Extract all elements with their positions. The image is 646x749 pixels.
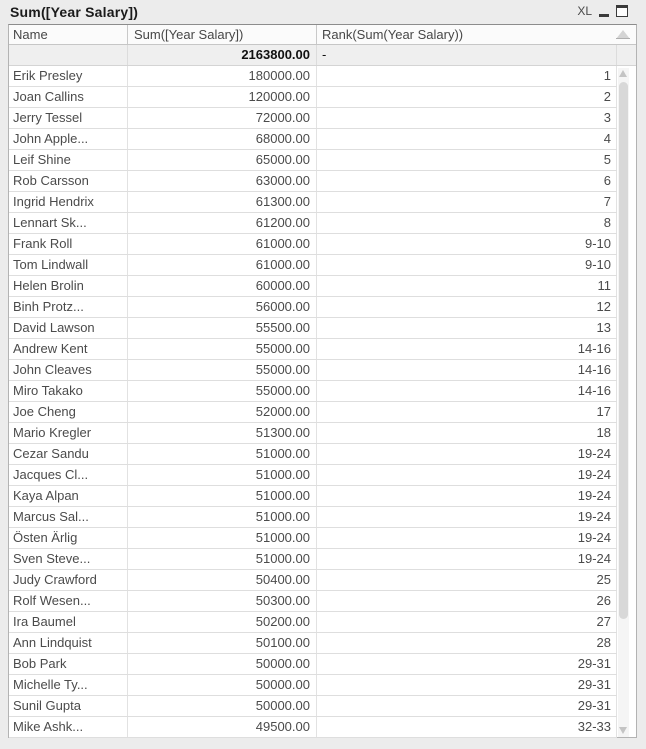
cell-sum[interactable]: 72000.00 bbox=[128, 108, 317, 128]
cell-name[interactable]: Ingrid Hendrix bbox=[9, 192, 128, 212]
cell-rank[interactable]: 14-16 bbox=[317, 339, 617, 359]
cell-name[interactable]: Helen Brolin bbox=[9, 276, 128, 296]
cell-sum[interactable]: 50400.00 bbox=[128, 570, 317, 590]
cell-rank[interactable]: 27 bbox=[317, 612, 617, 632]
table-row bbox=[9, 654, 617, 675]
cell-sum[interactable]: 51300.00 bbox=[128, 423, 317, 443]
table-header-row bbox=[9, 25, 636, 45]
scroll-down-icon[interactable] bbox=[619, 727, 627, 734]
cell-name[interactable]: Sunil Gupta bbox=[9, 696, 128, 716]
cell-rank[interactable]: 19-24 bbox=[317, 444, 617, 464]
cell-name[interactable]: Östen Ärlig bbox=[9, 528, 128, 548]
cell-sum[interactable]: 55000.00 bbox=[128, 381, 317, 401]
cell-rank[interactable]: 26 bbox=[317, 591, 617, 611]
cell-sum[interactable]: 180000.00 bbox=[128, 66, 317, 86]
caption-bar bbox=[0, 0, 646, 24]
cell-rank[interactable]: 28 bbox=[317, 633, 617, 653]
cell-sum[interactable]: 51000.00 bbox=[128, 444, 317, 464]
cell-rank[interactable]: 8 bbox=[317, 213, 617, 233]
cell-sum[interactable]: 61300.00 bbox=[128, 192, 317, 212]
table-row bbox=[9, 612, 617, 633]
cell-sum[interactable]: 56000.00 bbox=[128, 297, 317, 317]
sort-indicator-icon[interactable] bbox=[616, 30, 630, 39]
table-row bbox=[9, 234, 617, 255]
cell-rank[interactable]: 19-24 bbox=[317, 549, 617, 569]
scrollbar-thumb[interactable] bbox=[619, 82, 628, 619]
table-row bbox=[9, 171, 617, 192]
table-row bbox=[9, 528, 617, 549]
cell-sum[interactable]: 50200.00 bbox=[128, 612, 317, 632]
header-name[interactable]: Name bbox=[9, 25, 128, 44]
cell-name[interactable]: Binh Protz... bbox=[9, 297, 128, 317]
cell-rank[interactable]: 25 bbox=[317, 570, 617, 590]
cell-rank[interactable]: 29-31 bbox=[317, 696, 617, 716]
cell-name[interactable]: John Apple... bbox=[9, 129, 128, 149]
totals-name-cell bbox=[9, 45, 128, 65]
table-row bbox=[9, 696, 617, 717]
table-row bbox=[9, 423, 617, 444]
cell-name[interactable]: Michelle Ty... bbox=[9, 675, 128, 695]
cell-sum[interactable]: 120000.00 bbox=[128, 87, 317, 107]
table-row bbox=[9, 381, 617, 402]
cell-sum[interactable]: 50300.00 bbox=[128, 591, 317, 611]
table-body bbox=[9, 66, 617, 738]
cell-sum[interactable]: 51000.00 bbox=[128, 465, 317, 485]
maximize-icon[interactable] bbox=[616, 5, 628, 17]
cell-name[interactable]: Joan Callins bbox=[9, 87, 128, 107]
cell-name[interactable]: Marcus Sal... bbox=[9, 507, 128, 527]
cell-rank[interactable]: 19-24 bbox=[317, 465, 617, 485]
straight-table-widget bbox=[8, 24, 637, 738]
cell-name[interactable]: Judy Crawford bbox=[9, 570, 128, 590]
cell-rank[interactable]: 19-24 bbox=[317, 528, 617, 548]
cell-rank[interactable]: 19-24 bbox=[317, 507, 617, 527]
header-rank-label: Rank(Sum(Year Salary)) bbox=[322, 27, 464, 42]
table-row bbox=[9, 465, 617, 486]
cell-name[interactable]: John Cleaves bbox=[9, 360, 128, 380]
totals-rank-value: - bbox=[317, 45, 617, 65]
cell-rank[interactable]: 7 bbox=[317, 192, 617, 212]
cell-sum[interactable]: 61200.00 bbox=[128, 213, 317, 233]
cell-sum[interactable]: 65000.00 bbox=[128, 150, 317, 170]
cell-name[interactable]: Rolf Wesen... bbox=[9, 591, 128, 611]
cell-sum[interactable]: 51000.00 bbox=[128, 528, 317, 548]
cell-sum[interactable]: 60000.00 bbox=[128, 276, 317, 296]
cell-sum[interactable]: 52000.00 bbox=[128, 402, 317, 422]
cell-sum[interactable]: 50100.00 bbox=[128, 633, 317, 653]
cell-name[interactable]: Mike Ashk... bbox=[9, 717, 128, 737]
cell-sum[interactable]: 63000.00 bbox=[128, 171, 317, 191]
cell-name[interactable]: Ira Baumel bbox=[9, 612, 128, 632]
table-row bbox=[9, 360, 617, 381]
cell-rank[interactable]: 29-31 bbox=[317, 654, 617, 674]
cell-rank[interactable]: 19-24 bbox=[317, 486, 617, 506]
cell-rank[interactable]: 6 bbox=[317, 171, 617, 191]
cell-rank[interactable]: 4 bbox=[317, 129, 617, 149]
cell-rank[interactable]: 1 bbox=[317, 66, 617, 86]
cell-name[interactable]: Kaya Alpan bbox=[9, 486, 128, 506]
cell-rank[interactable]: 5 bbox=[317, 150, 617, 170]
cell-name[interactable]: Andrew Kent bbox=[9, 339, 128, 359]
cell-sum[interactable]: 55500.00 bbox=[128, 318, 317, 338]
table-row bbox=[9, 66, 617, 87]
cell-rank[interactable]: 14-16 bbox=[317, 381, 617, 401]
totals-row bbox=[9, 45, 636, 66]
table-row bbox=[9, 339, 617, 360]
cell-name[interactable]: Joe Cheng bbox=[9, 402, 128, 422]
table-row bbox=[9, 108, 617, 129]
cell-name[interactable]: Ann Lindquist bbox=[9, 633, 128, 653]
totals-sum-value: 2163800.00 bbox=[128, 45, 317, 65]
cell-sum[interactable]: 49500.00 bbox=[128, 717, 317, 737]
header-rank[interactable] bbox=[317, 25, 636, 44]
cell-name[interactable]: Jerry Tessel bbox=[9, 108, 128, 128]
cell-sum[interactable]: 50000.00 bbox=[128, 696, 317, 716]
table-row bbox=[9, 129, 617, 150]
table-row bbox=[9, 150, 617, 171]
cell-sum[interactable]: 61000.00 bbox=[128, 255, 317, 275]
cell-rank[interactable]: 3 bbox=[317, 108, 617, 128]
caption-controls bbox=[577, 2, 628, 20]
cell-name[interactable]: Lennart Sk... bbox=[9, 213, 128, 233]
cell-rank[interactable]: 32-33 bbox=[317, 717, 617, 737]
table-row bbox=[9, 633, 617, 654]
header-sum-year-salary[interactable]: Sum([Year Salary]) bbox=[128, 25, 317, 44]
cell-name[interactable]: Rob Carsson bbox=[9, 171, 128, 191]
table-row bbox=[9, 87, 617, 108]
vertical-scrollbar[interactable] bbox=[618, 68, 629, 737]
table-row bbox=[9, 444, 617, 465]
table-row bbox=[9, 318, 617, 339]
cell-rank[interactable]: 12 bbox=[317, 297, 617, 317]
window-size-label: XL bbox=[577, 4, 592, 18]
table-row bbox=[9, 591, 617, 612]
cell-name[interactable]: Mario Kregler bbox=[9, 423, 128, 443]
table-row bbox=[9, 570, 617, 591]
cell-sum[interactable]: 50000.00 bbox=[128, 675, 317, 695]
cell-name[interactable]: Frank Roll bbox=[9, 234, 128, 254]
cell-rank[interactable]: 18 bbox=[317, 423, 617, 443]
cell-sum[interactable]: 51000.00 bbox=[128, 486, 317, 506]
table-row bbox=[9, 213, 617, 234]
table-row bbox=[9, 255, 617, 276]
table-row bbox=[9, 402, 617, 423]
cell-sum[interactable]: 61000.00 bbox=[128, 234, 317, 254]
cell-sum[interactable]: 50000.00 bbox=[128, 654, 317, 674]
table-row bbox=[9, 297, 617, 318]
cell-name[interactable]: Bob Park bbox=[9, 654, 128, 674]
cell-rank[interactable]: 11 bbox=[317, 276, 617, 296]
cell-sum[interactable]: 55000.00 bbox=[128, 339, 317, 359]
table-row bbox=[9, 276, 617, 297]
window-title: Sum([Year Salary]) bbox=[10, 4, 139, 20]
cell-rank[interactable]: 2 bbox=[317, 87, 617, 107]
scroll-up-icon[interactable] bbox=[619, 70, 627, 77]
cell-rank[interactable]: 13 bbox=[317, 318, 617, 338]
cell-rank[interactable]: 9-10 bbox=[317, 255, 617, 275]
cell-rank[interactable]: 17 bbox=[317, 402, 617, 422]
cell-name[interactable]: Leif Shine bbox=[9, 150, 128, 170]
cell-sum[interactable]: 51000.00 bbox=[128, 549, 317, 569]
table-row bbox=[9, 192, 617, 213]
cell-rank[interactable]: 9-10 bbox=[317, 234, 617, 254]
cell-name[interactable]: Jacques Cl... bbox=[9, 465, 128, 485]
table-row bbox=[9, 486, 617, 507]
minimize-icon[interactable] bbox=[599, 14, 609, 17]
cell-name[interactable]: Erik Presley bbox=[9, 66, 128, 86]
cell-sum[interactable]: 51000.00 bbox=[128, 507, 317, 527]
cell-sum[interactable]: 55000.00 bbox=[128, 360, 317, 380]
cell-name[interactable]: Sven Steve... bbox=[9, 549, 128, 569]
cell-name[interactable]: Miro Takako bbox=[9, 381, 128, 401]
cell-sum[interactable]: 68000.00 bbox=[128, 129, 317, 149]
cell-rank[interactable]: 29-31 bbox=[317, 675, 617, 695]
table-row bbox=[9, 717, 617, 738]
cell-name[interactable]: Tom Lindwall bbox=[9, 255, 128, 275]
cell-name[interactable]: Cezar Sandu bbox=[9, 444, 128, 464]
table-row bbox=[9, 675, 617, 696]
table-row bbox=[9, 507, 617, 528]
cell-rank[interactable]: 14-16 bbox=[317, 360, 617, 380]
table-row bbox=[9, 549, 617, 570]
cell-name[interactable]: David Lawson bbox=[9, 318, 128, 338]
